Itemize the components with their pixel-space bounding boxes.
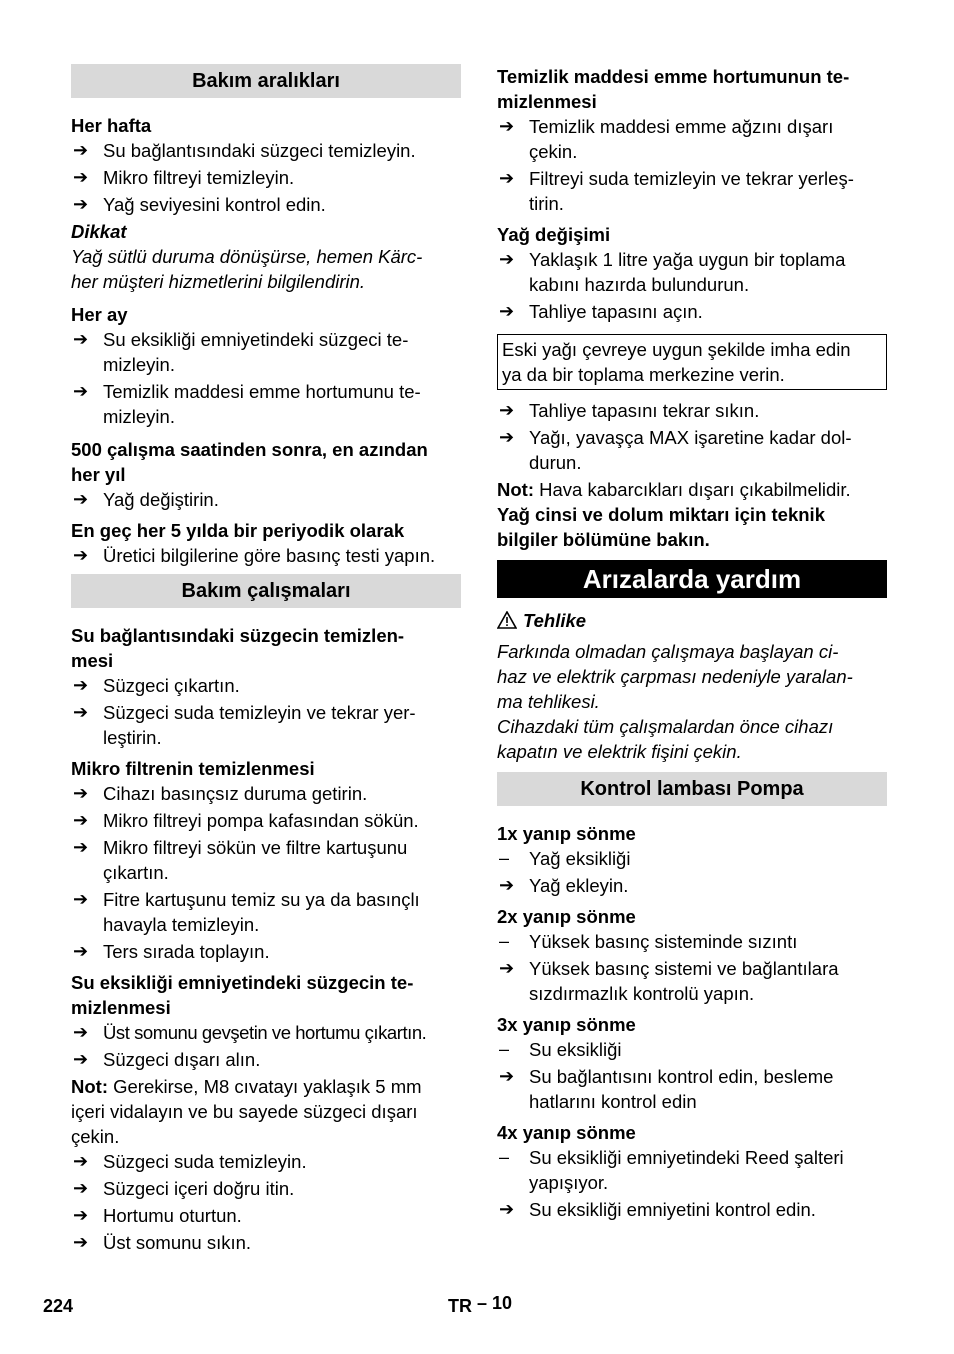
arrow-icon: ➔ — [499, 1066, 515, 1086]
list-item: ➔ Süzgeci içeri doğru itin. — [73, 1178, 295, 1199]
arrow-icon: ➔ — [73, 941, 89, 961]
list-item: – Yüksek basınç sisteminde sızıntı — [499, 931, 798, 952]
subheading-temizlik-hortumu: Temizlik maddesi emme hortumunun te- mizlenmesi — [497, 66, 850, 112]
arrow-icon: ➔ — [73, 1205, 89, 1225]
caution-label: Dikkat — [71, 221, 127, 242]
note-paragraph: Not: Gerekirse, M8 cıvatayı yaklaşık 5 mm içeri vidalayın ve bu sayede süzgeci dışarı çekin. — [71, 1076, 422, 1147]
list-item: ➔ Yağ ekleyin. — [499, 875, 629, 896]
danger-label: Tehlike — [497, 608, 887, 635]
caution-text-line: Yağ sütlü duruma dönüşürse, hemen Kärc- — [71, 246, 423, 267]
danger-text-line: haz ve elektrik çarpması nedeniyle yaralan- — [497, 666, 853, 687]
arrow-icon: ➔ — [73, 1232, 89, 1252]
arrow-icon: ➔ — [499, 249, 515, 269]
list-item: ➔ Temizlik maddesi emme hortumunu te- mizleyin. — [73, 381, 421, 427]
arrow-icon: ➔ — [73, 675, 89, 695]
arrow-icon: ➔ — [73, 702, 89, 722]
arrow-icon: ➔ — [73, 381, 89, 401]
list-item: ➔ Süzgeci suda temizleyin. — [73, 1151, 307, 1172]
list-item: – Su eksikliği emniyetindeki Reed şalteri yapışıyor. — [499, 1147, 844, 1193]
arrow-icon: ➔ — [499, 116, 515, 136]
dash-marker: – — [499, 1147, 510, 1167]
arrow-icon: ➔ — [73, 837, 89, 857]
arrow-icon: ➔ — [73, 1151, 89, 1171]
arrow-icon: ➔ — [73, 489, 89, 509]
subheading-4x: 4x yanıp sönme — [497, 1122, 636, 1143]
list-item: ➔ Tahliye tapasını açın. — [499, 301, 703, 322]
arrow-icon: ➔ — [73, 783, 89, 803]
subheading-2x: 2x yanıp sönme — [497, 906, 636, 927]
section-heading-bakim-calismalari: Bakım çalışmaları — [71, 574, 461, 608]
section-heading-bakim-araliklari: Bakım aralıkları — [71, 64, 461, 98]
arrow-icon: ➔ — [499, 1199, 515, 1219]
list-item: ➔ Hortumu oturtun. — [73, 1205, 242, 1226]
list-su-eksikligi — [71, 1020, 461, 1072]
arrow-icon: ➔ — [73, 1049, 89, 1069]
list-su-baglantisi — [71, 673, 461, 750]
list-item: ➔ Üretici bilgilerine göre basınç testi yapın. — [73, 545, 436, 566]
list-item: ➔ Yaklaşık 1 litre yağa uygun bir toplama kabını hazırda bulundurun. — [499, 249, 846, 295]
danger-text-line: ma tehlikesi. — [497, 691, 600, 712]
caution-text-line: her müşteri hizmetlerini bilgilendirin. — [71, 271, 366, 292]
arrow-icon: ➔ — [499, 958, 515, 978]
arrow-icon: ➔ — [499, 168, 515, 188]
footer-language-code: TR – 10 — [448, 1293, 513, 1316]
list-5-yil — [71, 543, 461, 568]
list-item: ➔ Su bağlantısını kontrol edin, besleme hatlarını kontrol edin — [499, 1066, 834, 1112]
list-her-hafta — [71, 138, 461, 217]
danger-text-line: Farkında olmadan çalışmaya başlayan ci- — [497, 641, 839, 662]
subheading-1x: 1x yanıp sönme — [497, 823, 636, 844]
arrow-icon: ➔ — [73, 194, 89, 214]
list-item: ➔ Süzgeci çıkartın. — [73, 675, 240, 696]
list-item: ➔ Su eksikliği emniyetini kontrol edin. — [499, 1199, 816, 1220]
list-item: ➔ Yağ değiştirin. — [73, 489, 219, 510]
dash-marker: – — [499, 931, 510, 951]
list-1x — [497, 846, 887, 898]
arrow-icon: ➔ — [73, 545, 89, 565]
arrow-icon: ➔ — [499, 427, 515, 447]
list-3x — [497, 1037, 887, 1114]
list-temizlik-hortumu — [497, 114, 887, 216]
list-item: ➔ Mikro filtreyi pompa kafasından sökün. — [73, 810, 419, 831]
list-item: ➔ Fitre kartuşunu temiz su ya da basınçlı havayla temizleyin. — [73, 889, 420, 935]
left-column — [71, 64, 461, 1257]
environment-note-box: Eski yağı çevreye uygun şekilde imha edin ya da bir toplama merkezine verin. — [497, 334, 887, 390]
technical-reference: Yağ cinsi ve dolum miktarı için teknik bilgiler bölümüne bakın. — [497, 504, 825, 550]
list-item: ➔ Süzgeci dışarı alın. — [73, 1049, 261, 1070]
subheading-5-yil: En geç her 5 yılda bir periyodik olarak — [71, 520, 405, 541]
subheading-3x: 3x yanıp sönme — [497, 1014, 636, 1035]
list-item: ➔ Su eksikliği emniyetindeki süzgeci te- mizleyin. — [73, 329, 409, 375]
dash-marker: – — [499, 1039, 510, 1059]
list-item: ➔ Mikro filtreyi temizleyin. — [73, 167, 295, 188]
list-item: ➔ Temizlik maddesi emme ağzını dışarı çekin. — [499, 116, 834, 162]
list-item: ➔ Üst somunu sıkın. — [73, 1232, 252, 1253]
list-item: ➔ Su bağlantısındaki süzgeci temizleyin. — [73, 140, 416, 161]
note-paragraph: Not: Hava kabarcıkları dışarı çıkabilmelidir. — [497, 479, 851, 500]
arrow-icon: ➔ — [73, 1178, 89, 1198]
warning-triangle-icon — [497, 610, 517, 635]
list-yag-degisimi — [497, 247, 887, 324]
right-column — [497, 64, 887, 1224]
section-heading-kontrol-lambasi: Kontrol lambası Pompa — [497, 772, 887, 806]
list-item: ➔ Mikro filtreyi sökün ve filtre kartuşunu çıkartın. — [73, 837, 408, 883]
arrow-icon: ➔ — [73, 889, 89, 909]
list-item: ➔ Yağı, yavaşça MAX işaretine kadar dol- durun. — [499, 427, 852, 473]
subheading-su-eksikligi: Su eksikliği emniyetindeki süzgecin te- mizlenmesi — [71, 972, 414, 1018]
subheading-yag-degisimi: Yağ değişimi — [497, 224, 611, 245]
list-4x — [497, 1145, 887, 1222]
list-item: ➔ Yüksek basınç sistemi ve bağlantılara sızdırmazlık kontrolü yapın. — [499, 958, 839, 1004]
arrow-icon: ➔ — [73, 810, 89, 830]
section-heading-arizalarda-yardim: Arızalarda yardım — [497, 560, 887, 598]
list-item: ➔ Cihazı basınçsız duruma getirin. — [73, 783, 368, 804]
list-item: – Su eksikliği — [499, 1039, 622, 1060]
list-item: ➔ Süzgeci suda temizleyin ve tekrar yer- leştirin. — [73, 702, 416, 748]
list-item: ➔ Üst somunu gevşetin ve hortumu çıkartın. — [73, 1022, 427, 1043]
subheading-mikro-filtre: Mikro filtrenin temizlenmesi — [71, 758, 315, 779]
arrow-icon: ➔ — [73, 140, 89, 160]
list-mikro-filtre — [71, 781, 461, 964]
list-yag-degisimi-cont — [497, 398, 887, 475]
arrow-icon: ➔ — [499, 301, 515, 321]
subheading-500-saat: 500 çalışma saatinden sonra, en azından her yıl — [71, 439, 428, 485]
dash-marker: – — [499, 848, 510, 868]
list-su-eksikligi-cont — [71, 1149, 461, 1255]
list-2x — [497, 929, 887, 1006]
list-her-ay — [71, 327, 461, 429]
subheading-her-hafta: Her hafta — [71, 115, 152, 136]
subheading-su-baglantisi: Su bağlantısındaki süzgecin temizlen- mesi — [71, 625, 405, 671]
arrow-icon: ➔ — [73, 167, 89, 187]
list-item: ➔ Filtreyi suda temizleyin ve tekrar yerleş- tirin. — [499, 168, 854, 214]
arrow-icon: ➔ — [499, 875, 515, 895]
page-number: 224 — [43, 1296, 74, 1316]
arrow-icon: ➔ — [73, 329, 89, 349]
subheading-her-ay: Her ay — [71, 304, 128, 325]
list-item: – Yağ eksikliği — [499, 848, 631, 869]
danger-text-line: Cihazdaki tüm çalışmalardan önce cihazı — [497, 716, 834, 737]
list-item: ➔ Ters sırada toplayın. — [73, 941, 270, 962]
list-500-saat — [71, 487, 461, 512]
danger-text-line: kapatın ve elektrik fişini çekin. — [497, 741, 742, 762]
arrow-icon: ➔ — [499, 400, 515, 420]
list-item: ➔ Tahliye tapasını tekrar sıkın. — [499, 400, 760, 421]
arrow-icon: ➔ — [73, 1022, 88, 1042]
list-item: ➔ Yağ seviyesini kontrol edin. — [73, 194, 326, 215]
